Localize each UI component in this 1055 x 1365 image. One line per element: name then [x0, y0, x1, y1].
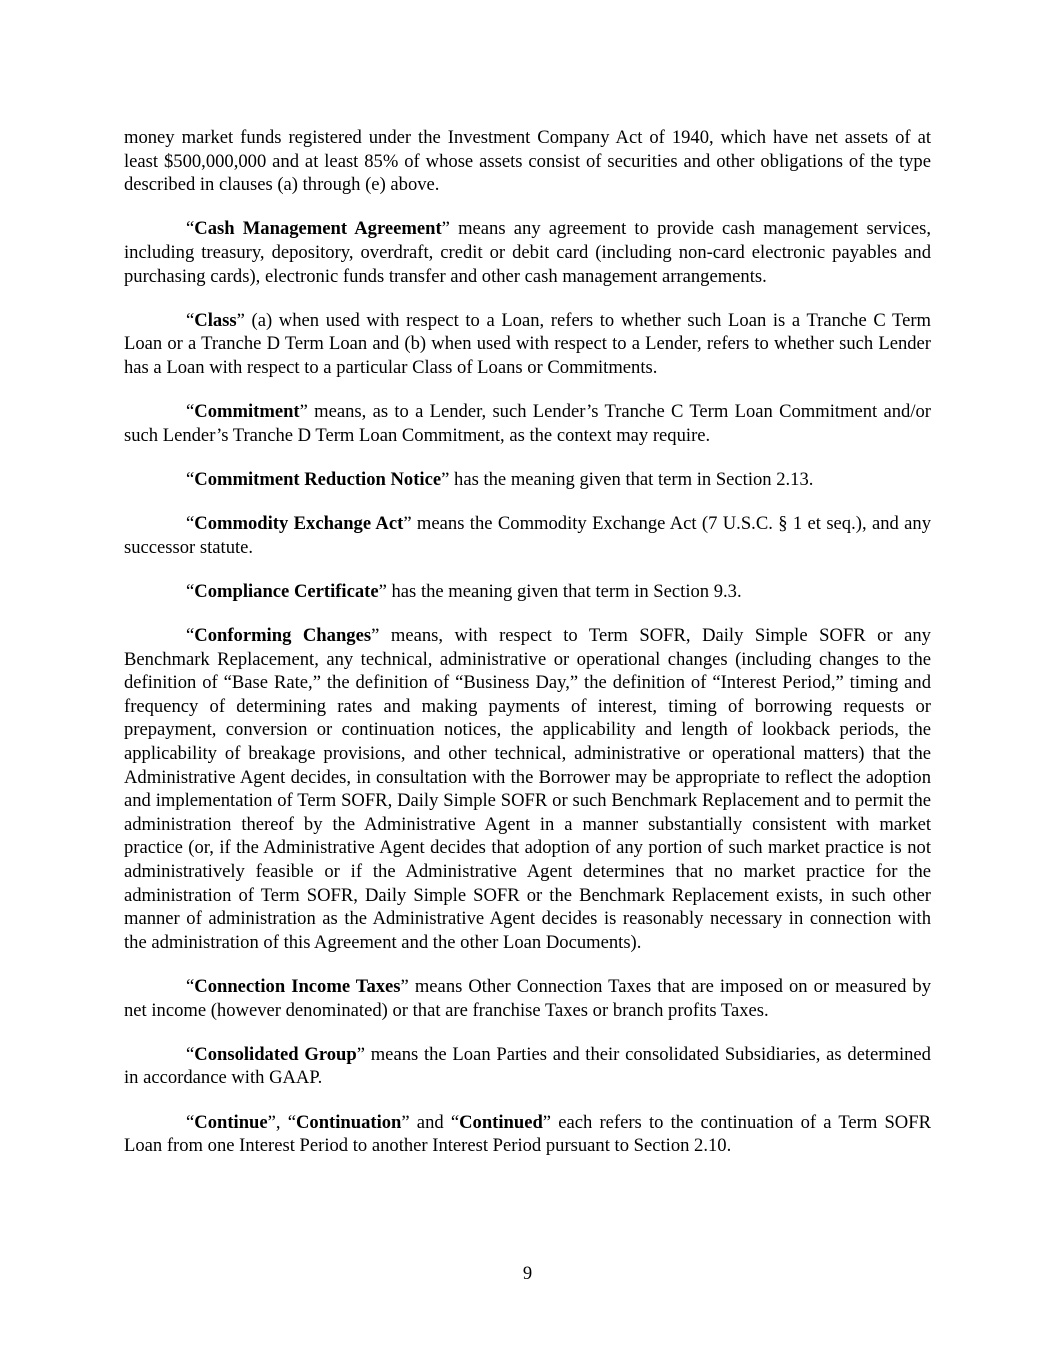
defined-term: Class	[194, 309, 237, 331]
definition-text: means the Commodity Exchange Act (7 U.S.C. § 1 et seq.), and any successor statute.	[124, 513, 932, 558]
defined-term: Continuation	[295, 1111, 402, 1133]
document-page	[124, 126, 931, 1178]
definition-text: has the meaning given that term in Section 2.13.	[449, 468, 814, 490]
defined-term: Compliance Certificate	[194, 580, 379, 602]
definition-connection-income-taxes: “Connection Income Taxes” means Other Connection Taxes that are imposed on or measured by net income (however denominated) or that are franchise Taxes or branch profits Taxes.	[124, 975, 931, 1021]
definition-commitment: “Commitment” means, as to a Lender, such Lender’s Tranche C Term Loan Commitment and/or such Lender’s Tranche D Term Loan Commitment, as the context may require.	[124, 401, 931, 446]
defined-term: Commitment Reduction Notice	[194, 468, 442, 490]
definition-continue: “Continue”, “Continuation” and “Continued” each refers to the continuation of a Term SOFR Loan from one Interest Period to another Interest Period pursuant to Section 2.10.	[124, 1111, 931, 1157]
definition-text: each refers to the continuation of a Term SOFR Loan from one Interest Period to another Interest Period pursuant to Section 2.10.	[124, 1111, 931, 1157]
definition-text: has the meaning given that term in Section 9.3.	[386, 580, 742, 602]
defined-term: Commitment	[194, 401, 300, 423]
definition-commodity-exchange-act: “Commodity Exchange Act” means the Commodity Exchange Act (7 U.S.C. § 1 et seq.), and any successor statute.	[124, 513, 932, 558]
definition-text: means, as to a Lender, such Lender’s Tranche C Term Loan Commitment and/or such Lender’s Tranche D Term Loan Commitment, as the context may require.	[124, 401, 931, 446]
term-separator: , “	[275, 1111, 296, 1133]
page-number: 9	[522, 1263, 533, 1284]
defined-term: Consolidated Group	[194, 1043, 357, 1065]
definition-class: “Class” (a) when used with respect to a Loan, refers to whether such Loan is a Tranche C Term Loan or a Tranche D Term Loan and (b) when used with respect to a Lender, refers to whether such Lender has a Loan with respect to a particular Class of Loans or Commitments.	[124, 309, 931, 378]
definition-text: (a) when used with respect to a Loan, refers to whether such Loan is a Tranche C Term Loan or a Tranche D Term Loan and (b) when used with respect to a Lender, refers to whether such Lender has a Loan with respect to a particular Class of Loans or Commitments.	[124, 309, 931, 378]
definition-text: means the Loan Parties and their consolidated Subsidiaries, as determined in accordance with GAAP.	[124, 1043, 931, 1089]
continuation-paragraph: money market funds registered under the Investment Company Act of 1940, which have net assets of at least $500,000,000 and at least 85% of whose assets consist of securities and other obligations of the type described in clauses (a) through (e) above.	[124, 127, 931, 196]
definition-commitment-reduction-notice: “Commitment Reduction Notice” has the meaning given that term in Section 2.13.	[186, 468, 814, 490]
defined-term: Cash Management Agreement	[194, 218, 442, 240]
definition-text: means, with respect to Term SOFR, Daily Simple SOFR or any Benchmark Replacement, any technical, administrative or operational changes (including changes to the definition of “Base Rate,” the definition of “Business Day,” the definition of “Interest Period,” timing and frequency of determining rates and making payments of interest, timing of borrowing requests or prepayment, conversion or continuation notices, the applicability and length of lookback periods, the applicability of breakage provisions, and other technical, administrative or operational matters) that the Administrative Agent decides, in consultation with the Borrower may be appropriate to reflect the adoption and implementation of Term SOFR, Daily Simple SOFR or such Benchmark Replacement and to permit the administration thereof by the Administrative Agent in a manner substantially consistent with market practice (or, if the Administrative Agent decides that adoption of any portion of such market practice is not administratively feasible or if the Administrative Agent determines that no market practice for the administration of Term SOFR, Daily Simple SOFR or the Benchmark Replacement exists, in such other manner of administration as the Administrative Agent decides is reasonably necessary in connection with the administration of this Agreement and the other Loan Documents).	[124, 625, 931, 953]
defined-term: Commodity Exchange Act	[194, 513, 404, 535]
definition-cash-management-agreement: “Cash Management Agreement” means any agreement to provide cash management services, including treasury, depository, overdraft, credit or debit card (including non-card electronic payables and purchasing cards), electronic funds transfer and other cash management arrangements.	[124, 218, 931, 287]
defined-term: Continue	[194, 1111, 268, 1133]
defined-term: Connection Income Taxes	[194, 975, 401, 997]
definition-conforming-changes: “Conforming Changes” means, with respect to Term SOFR, Daily Simple SOFR or any Benchmark Replacement, any technical, administrative or operational changes (including changes to the definition of “Base Rate,” the definition of “Business Day,” the definition of “Interest Period,” timing and frequency of determining rates and making payments of interest, timing of borrowing requests or prepayment, conversion or continuation notices, the applicability and length of lookback periods, the applicability of breakage provisions, and other technical, administrative or operational matters) that the Administrative Agent decides, in consultation with the Borrower may be appropriate to reflect the adoption and implementation of Term SOFR, Daily Simple SOFR or such Benchmark Replacement and to permit the administration thereof by the Administrative Agent in a manner substantially consistent with market practice (or, if the Administrative Agent decides that adoption of any portion of such market practice is not administratively feasible or if the Administrative Agent determines that no market practice for the administration of Term SOFR, Daily Simple SOFR or the Benchmark Replacement exists, in such other manner of administration as the Administrative Agent decides is reasonably necessary in connection with the administration of this Agreement and the other Loan Documents).	[124, 625, 931, 953]
definition-text: means any agreement to provide cash management services, including treasury, depository, overdraft, credit or debit card (including non-card electronic payables and purchasing cards), electronic funds transfer and other cash management arrangements.	[124, 218, 931, 287]
defined-term: Continued	[459, 1111, 543, 1133]
definition-consolidated-group: “Consolidated Group” means the Loan Parties and their consolidated Subsidiaries, as determined in accordance with GAAP.	[124, 1043, 931, 1089]
term-separator: and “	[409, 1111, 460, 1133]
definition-text: means Other Connection Taxes that are imposed on or measured by net income (however denominated) or that are franchise Taxes or branch profits Taxes.	[124, 975, 931, 1021]
definition-compliance-certificate: “Compliance Certificate” has the meaning given that term in Section 9.3.	[186, 580, 742, 602]
defined-term: Conforming Changes	[194, 625, 372, 647]
